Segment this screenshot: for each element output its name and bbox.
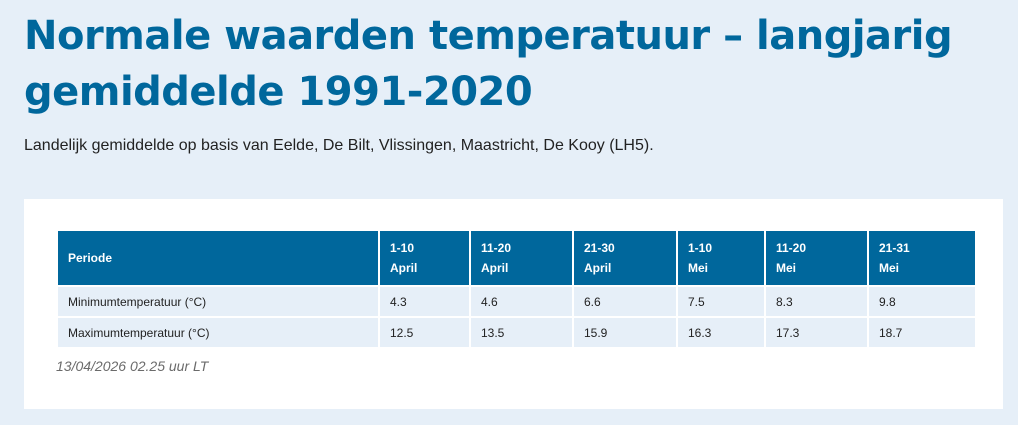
- header-col-4: [678, 231, 764, 285]
- header-col-6-range: 21-31: [879, 241, 910, 255]
- table-header-row: [58, 231, 975, 285]
- table-cell: 9.8: [869, 287, 975, 316]
- header-col-2-range: 11-20: [481, 241, 512, 255]
- page-title: Normale waarden temperatuur – langjarig gemiddelde 1991-2020: [24, 13, 953, 115]
- table-cell: 13.5: [471, 318, 572, 347]
- table-cell: 18.7: [869, 318, 975, 347]
- row-label-min: Minimumtemperatuur (°C): [58, 287, 378, 316]
- header-col-4-month: Mei: [688, 261, 709, 275]
- header-col-6-month: Mei: [879, 261, 900, 275]
- header-col-4-range: 1-10: [688, 241, 713, 255]
- table-cell: 8.3: [766, 287, 867, 316]
- table-cell: 6.6: [574, 287, 676, 316]
- table-cell: 4.6: [471, 287, 572, 316]
- header-col-5-month: Mei: [776, 261, 797, 275]
- timestamp: 13/04/2026 02.25 uur LT: [56, 358, 209, 374]
- header-col-2-month: April: [481, 261, 509, 275]
- header-col-3: [574, 231, 676, 285]
- table-cell: 12.5: [380, 318, 469, 347]
- header-col-3-month: April: [584, 261, 612, 275]
- temperature-table: [56, 229, 977, 349]
- page-subtitle: Landelijk gemiddelde op basis van Eelde, De Bilt, Vlissingen, Maastricht, De Kooy (LH5).: [24, 137, 654, 154]
- table-cell: 4.3: [380, 287, 469, 316]
- table-cell: 7.5: [678, 287, 764, 316]
- header-col-5-range: 11-20: [776, 241, 807, 255]
- table-row-min: [58, 287, 975, 316]
- header-col-6: [869, 231, 975, 285]
- header-col-5: [766, 231, 867, 285]
- table-row-max: [58, 318, 975, 347]
- table-cell: 17.3: [766, 318, 867, 347]
- header-periode: Periode: [58, 231, 378, 285]
- header-col-1: [380, 231, 469, 285]
- header-col-2: [471, 231, 572, 285]
- table-cell: 15.9: [574, 318, 676, 347]
- header-col-1-month: April: [390, 261, 418, 275]
- table-cell: 16.3: [678, 318, 764, 347]
- header-col-1-range: 1-10: [390, 241, 415, 255]
- table-card: [24, 199, 1003, 409]
- row-label-max: Maximumtemperatuur (°C): [58, 318, 378, 347]
- header-col-3-range: 21-30: [584, 241, 615, 255]
